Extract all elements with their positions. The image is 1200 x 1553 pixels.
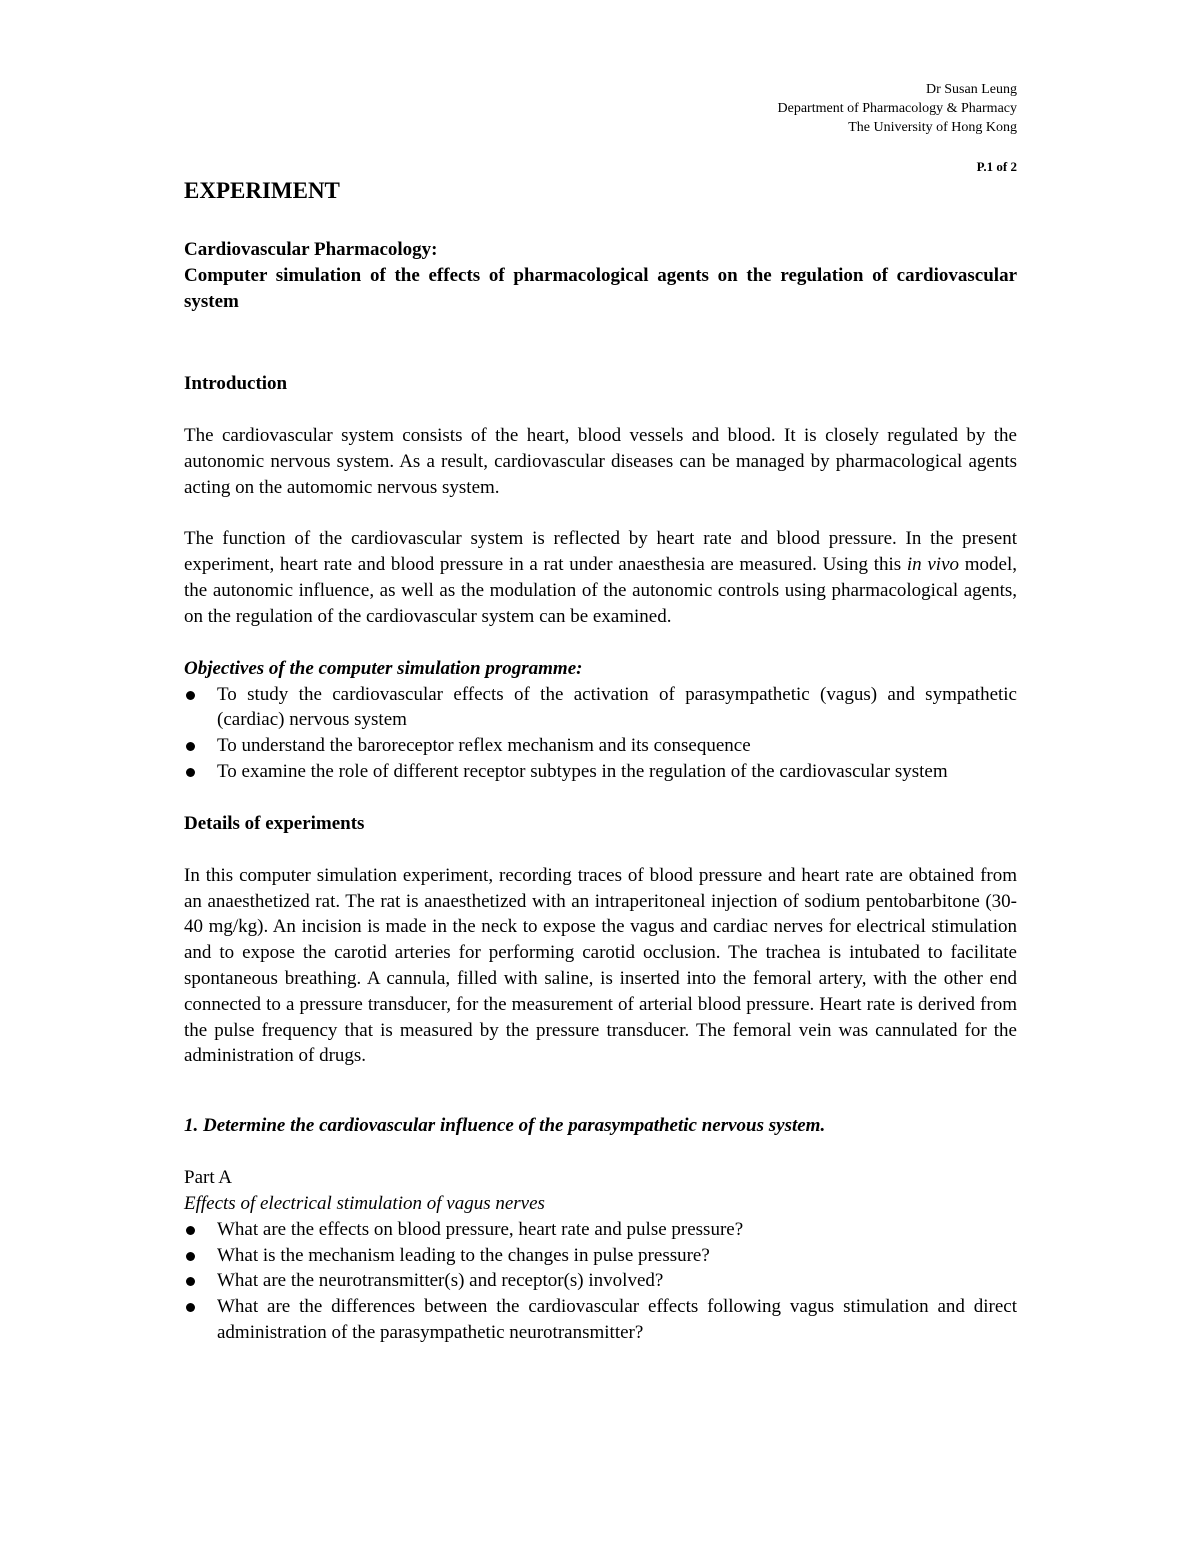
objective-text: To examine the role of different receptor subtypes in the regulation of the cardiovascular system <box>217 760 948 782</box>
part-a-subtitle: Effects of electrical stimulation of vagus nerves <box>184 1192 545 1214</box>
list-item <box>184 1294 1017 1346</box>
question-text: What are the effects on blood pressure, heart rate and pulse pressure? <box>217 1218 744 1240</box>
department-name: Department of Pharmacology & Pharmacy <box>777 101 1017 116</box>
document-body <box>184 175 1017 1346</box>
introduction-heading: Introduction <box>184 373 288 394</box>
list-item <box>184 1268 1017 1294</box>
subtitle-line-2: Computer simulation of the effects of pharmacological agents on the regulation of cardiovascular system <box>184 265 1017 312</box>
objectives-list <box>184 682 1017 785</box>
list-item <box>184 682 1017 734</box>
experiment-subtitle <box>184 237 1017 315</box>
bullet-icon <box>186 691 195 700</box>
part-a-label: Part A <box>184 1167 233 1189</box>
question-text: What are the neurotransmitter(s) and receptor(s) involved? <box>217 1270 664 1292</box>
bullet-icon <box>186 1226 195 1235</box>
intro-para2-start: The function of the cardiovascular system is reflected by heart rate and blood pressure. In the present experiment, heart rate and blood pressure in a rat under anaesthesia are measured. Using this <box>184 528 1017 576</box>
bullet-icon <box>186 768 195 777</box>
list-item <box>184 733 1017 759</box>
details-paragraph: In this computer simulation experiment, recording traces of blood pressure and heart rate are obtained from an anaesthetized rat. The rat is anaesthetized with an intraperitoneal injection of sodium pentobarbitone (30-40 mg/kg). An incision is made in the neck to expose the vagus and cardiac nerves for electrical stimulation and to expose the carotid arteries for performing carotid occlusion. The trachea is intubated to facilitate spontaneous breathing. A cannula, filled with saline, is inserted into the femoral artery, with the other end connected to a pressure transducer, for the measurement of arterial blood pressure. Heart rate is derived from the pulse frequency that is measured by the pressure transducer. The femoral vein was cannulated for the administration of drugs. <box>184 864 1017 1067</box>
details-heading: Details of experiments <box>184 812 365 834</box>
bullet-icon <box>186 1303 195 1312</box>
introduction-paragraph-1: The cardiovascular system consists of the heart, blood vessels and blood. It is closely regulated by the autonomic nervous system. As a result, cardiovascular diseases can be managed by pharmacological agents acting on the automomic nervous system. <box>184 425 1017 498</box>
objectives-heading: Objectives of the computer simulation programme: <box>184 657 583 679</box>
page-number: P.1 of 2 <box>976 159 1017 174</box>
introduction-paragraph-2 <box>184 526 1017 629</box>
intro-para2-italic: in vivo <box>906 554 960 576</box>
experiment-1-heading: 1. Determine the cardiovascular influence of the parasympathetic nervous system. <box>184 1115 826 1137</box>
bullet-icon <box>186 1277 195 1286</box>
bullet-icon <box>186 1252 195 1261</box>
part-a-questions <box>184 1217 1017 1346</box>
objective-text: To study the cardiovascular effects of the activation of parasympathetic (vagus) and sympathetic (cardiac) nervous system <box>217 683 1017 731</box>
page-title: EXPERIMENT <box>184 178 340 203</box>
list-item <box>184 1217 1017 1243</box>
list-item <box>184 759 1017 785</box>
bullet-icon <box>186 742 195 751</box>
author-name: Dr Susan Leung <box>926 82 1017 97</box>
university-name: The University of Hong Kong <box>848 120 1017 135</box>
question-text: What are the differences between the cardiovascular effects following vagus stimulation and direct administration of the parasympathetic neurotransmitter? <box>217 1296 1017 1343</box>
objective-text: To understand the baroreceptor reflex mechanism and its consequence <box>217 735 751 757</box>
document-header <box>778 80 1017 137</box>
subtitle-line-1: Cardiovascular Pharmacology: <box>184 239 438 260</box>
list-item <box>184 1243 1017 1269</box>
question-text: What is the mechanism leading to the changes in pulse pressure? <box>217 1244 710 1266</box>
intro-para2-end: model, the autonomic influence, as well as the modulation of the autonomic controls using pharmacological agents, on the regulation of the cardiovascular system can be examined. <box>184 554 1017 627</box>
